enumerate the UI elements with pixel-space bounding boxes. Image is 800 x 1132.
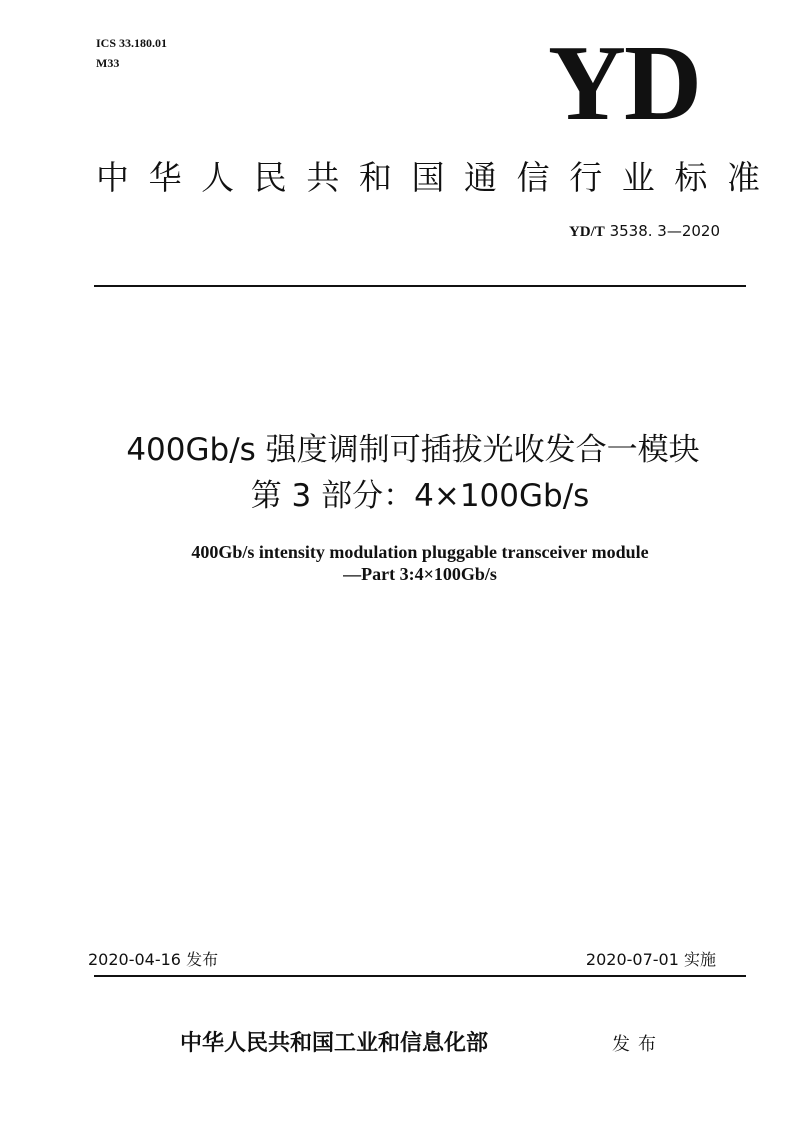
standard-number-value: 3538. 3—2020 <box>609 222 720 240</box>
title-char: 准 <box>726 158 760 197</box>
title-char: 信 <box>516 158 550 197</box>
document-title-en-line2: —Part 3:4×100Gb/s <box>343 564 497 584</box>
title-char: 华 <box>148 158 182 197</box>
title-char: 行 <box>569 158 603 197</box>
title-char: 中 <box>96 158 129 197</box>
document-title-en-line1: 400Gb/s intensity modulation pluggable transceiver module <box>191 542 649 562</box>
publish-label: 发布 <box>612 1034 664 1055</box>
implementation-date: 2020-07-01 实施 <box>585 950 716 969</box>
title-char: 民 <box>253 158 287 197</box>
title-char: 通 <box>464 158 498 197</box>
document-title-cn-line2: 第 3 部分：4×100Gb/s <box>250 478 590 514</box>
title-char: 业 <box>621 158 655 197</box>
standard-number-prefix: YD/T <box>568 224 605 240</box>
standard-number <box>569 222 720 241</box>
ics-code: ICS 33.180.01 <box>96 36 168 50</box>
yd-logo: YD <box>548 24 700 143</box>
issue-date: 2020-04-16 发布 <box>88 950 219 969</box>
title-char: 共 <box>306 158 340 197</box>
bottom-divider <box>94 975 746 977</box>
document-title-cn-line1: 400Gb/s 强度调制可插拔光收发合一模块 <box>126 432 700 468</box>
classification-code: M33 <box>96 56 120 70</box>
title-char: 和 <box>358 158 392 197</box>
standard-category-title <box>96 158 760 198</box>
publisher-name: 中华人民共和国工业和信息化部 <box>180 1030 489 1056</box>
title-char: 人 <box>201 158 235 197</box>
title-char: 国 <box>411 158 445 197</box>
top-divider <box>94 285 746 287</box>
title-char: 标 <box>674 158 708 197</box>
